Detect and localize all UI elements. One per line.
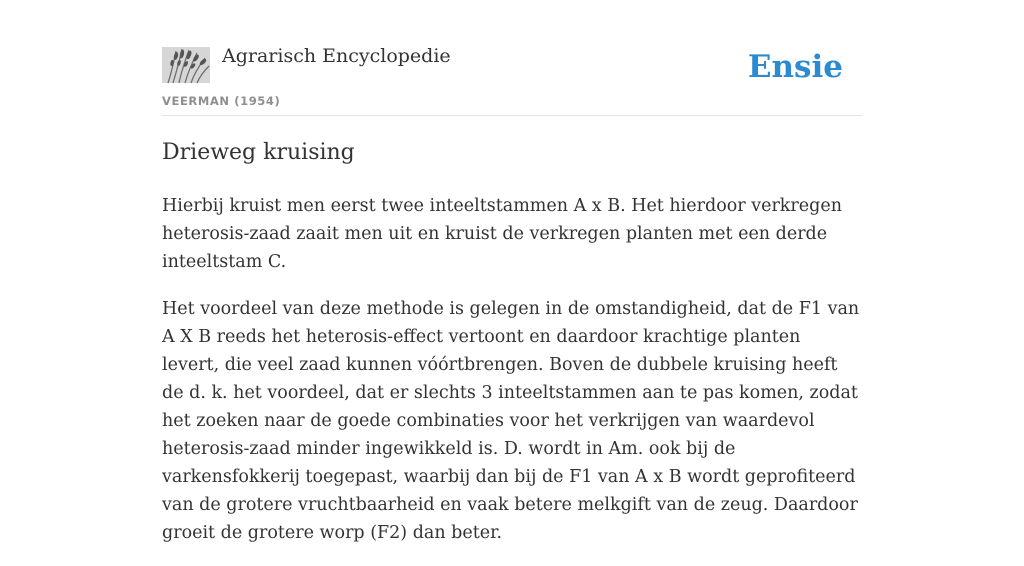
- article-body: [162, 192, 862, 566]
- article-title: Drieweg kruising: [162, 140, 355, 165]
- wheat-logo-icon[interactable]: [162, 47, 210, 83]
- content-container: [162, 0, 862, 543]
- source-label: VEERMAN (1954): [162, 94, 281, 108]
- encyclopedia-title[interactable]: Agrarisch Encyclopedie: [222, 45, 451, 67]
- article-paragraph: Het voordeel van deze methode is gelegen in de omstandigheid, dat de F1 van A X B reeds het heterosis-effect vertoont en daardoor krachtige planten levert, die veel zaad kunnen vóórtbrengen. Boven de dubbele kruising heeft de d. k. het voordeel, dat er slechts 3 inteeltstammen aan te pas komen, zodat het zoeken naar de goede combinaties voor het verkrijgen van waardevol heterosis-zaad minder ingewikkeld is. D. wordt in Am. ook bij de varkensfokkerij toegepast, waarbij dan bij de F1 van A x B wordt geprofiteerd van de grotere vruchtbaarheid en vaak betere melkgift van de zeug. Daardoor groeit de grotere worp (F2) dan beter.: [162, 299, 860, 543]
- article-paragraph: Hierbij kruist men eerst twee inteeltstammen A x B. Het hierdoor verkregen heterosis-zaad zaait men uit en kruist de verkregen planten met een derde inteeltstam C.: [162, 196, 842, 272]
- site-header: [162, 0, 862, 116]
- brand-logo[interactable]: Ensie: [747, 49, 843, 85]
